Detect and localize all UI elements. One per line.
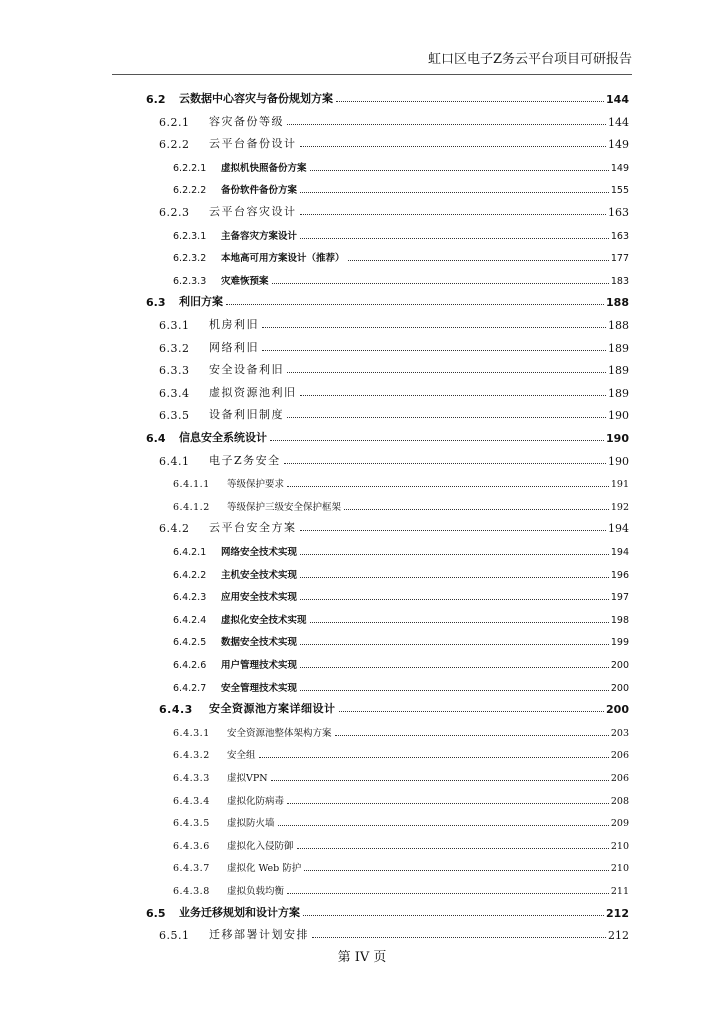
toc-entry[interactable] [146,287,629,309]
toc-entry[interactable] [173,717,629,739]
toc-entry-number: 6.4.2.5 [173,637,207,649]
toc-entry-title: 云数据中心容灾与备份规划方案 [179,92,333,105]
toc-dot-leader [339,710,605,712]
toc-entry[interactable] [173,242,629,264]
toc-dot-leader [300,666,609,668]
toc-dot-leader [270,439,604,441]
toc-entry-title: 虚拟负载均衡 [227,886,285,897]
toc-entry-number: 6.4.3.5 [173,818,210,830]
toc-entry-page: 209 [610,818,629,830]
toc-dot-leader [335,734,609,736]
toc-entry-number: 6.4.3.8 [173,886,210,897]
toc-entry-title: 容灾备份等级 [209,114,284,128]
toc-dot-leader [300,145,607,147]
toc-entry[interactable] [146,898,629,920]
toc-dot-leader [297,847,609,849]
toc-entry-number: 6.2.3.2 [173,253,207,265]
toc-entry-title: 机房利旧 [209,318,259,331]
toc-entry-page: 191 [610,479,629,491]
toc-entry-page: 163 [608,206,629,219]
toc-entry-title: 安全资源池方案详细设计 [209,702,336,716]
toc-entry-number: 6.2.3.3 [173,275,207,287]
toc-entry-title: 灾难恢预案 [221,275,269,287]
toc-entry[interactable] [173,220,629,242]
toc-entry[interactable] [173,604,629,626]
toc-entry-page: 189 [608,341,629,355]
toc-entry-title: 虚拟机快照备份方案 [221,162,307,174]
toc-entry[interactable] [159,694,629,716]
page-footer [0,946,724,965]
toc-entry-number: 6.3.3 [159,364,190,378]
toc-entry-number: 6.4.3.2 [173,750,210,762]
toc-dot-leader [262,326,606,328]
toc-entry-number: 6.4.1.1 [173,479,210,491]
toc-dot-leader [304,869,609,871]
toc-entry[interactable] [159,310,629,332]
toc-entry-title: 云平台容灾设计 [209,205,297,218]
toc-entry[interactable] [173,852,629,874]
toc-dot-leader [287,802,609,804]
toc-entry-title: 本地高可用方案设计（推荐） [221,253,345,265]
toc-entry-title: 网络安全技术实现 [221,547,298,558]
toc-entry-page: 189 [608,364,629,378]
toc-entry-title: 虚拟化安全技术实现 [221,614,307,626]
toc-entry-number: 6.4.2 [159,522,190,536]
toc-entry-number: 6.4.3 [159,703,193,717]
toc-entry[interactable] [146,423,629,445]
toc-entry[interactable] [173,649,629,671]
toc-entry-title: 安全资源池整体架构方案 [227,727,332,739]
toc-dot-leader [287,123,606,125]
toc-entry-number: 6.5.1 [159,929,190,943]
toc-entry[interactable] [173,265,629,287]
toc-entry-page: 200 [610,682,629,694]
toc-entry-title: 设备利旧制度 [209,408,284,422]
toc-dot-leader [300,191,609,193]
toc-dot-leader [287,371,606,373]
toc-entry-title: 电子Z务安全 [209,453,281,467]
toc-entry-number: 6.3.4 [159,386,190,400]
toc-entry-title: 主机安全技术实现 [221,569,298,581]
toc-entry-title: 信息安全系统设计 [179,431,267,444]
toc-dot-leader [272,282,609,284]
toc-dot-leader [312,936,606,938]
toc-entry-title: 用户管理技术实现 [221,660,298,671]
toc-entry-number: 6.4.3.7 [173,863,210,875]
toc-entry-page: 206 [610,773,629,784]
report-title: 虹口区电子Z务云平台项目可研报告 [427,52,632,67]
toc-entry[interactable] [173,672,629,694]
toc-dot-leader [300,643,609,645]
toc-entry-page: 144 [606,93,629,106]
toc-entry-page: 188 [606,296,629,310]
toc-entry-title: 应用安全技术实现 [221,592,298,604]
toc-entry[interactable] [173,152,629,174]
toc-dot-leader [278,824,609,826]
toc-entry-number: 6.2.3.1 [173,230,207,242]
toc-entry-title: 数据安全技术实现 [221,637,298,649]
toc-entry-number: 6.4.2.4 [173,614,207,626]
toc-entry-number: 6.4.3.4 [173,795,210,807]
toc-dot-leader [336,100,604,102]
toc-entry-number: 6.4.1.2 [173,501,210,513]
toc-dot-leader [300,237,609,239]
toc-dot-leader [287,892,609,894]
toc-entry[interactable] [159,355,629,377]
toc-dot-leader [300,394,607,396]
toc-entry-title: 备份软件备份方案 [221,185,298,197]
toc-entry-page: 188 [608,319,629,332]
toc-entry-page: 211 [610,886,629,897]
toc-entry[interactable] [159,197,629,219]
toc-entry-page: 183 [610,275,629,287]
toc-entry[interactable] [159,129,629,151]
toc-entry[interactable] [173,875,629,897]
toc-entry-page: 190 [608,454,629,468]
toc-entry-title: 虚拟化入侵防御 [227,840,294,852]
toc-dot-leader [262,349,606,351]
toc-entry[interactable] [173,559,629,581]
toc-entry-number: 6.4.3.6 [173,840,210,852]
toc-entry[interactable] [159,513,629,535]
toc-entry-page: 194 [608,522,629,536]
toc-entry-number: 6.4.1 [159,454,190,468]
toc-entry-page: 212 [606,906,629,920]
toc-entry-title: 云平台备份设计 [209,137,297,151]
toc-entry-page: 190 [606,432,629,445]
toc-dot-leader [300,598,609,600]
toc-entry-title: 虚拟防火墙 [227,818,275,830]
page-number-label: 第 IV 页 [337,950,387,965]
toc-dot-leader [310,621,609,623]
toc-entry-title: 迁移部署计划安排 [209,928,309,942]
toc-dot-leader [300,576,609,578]
toc-entry-number: 6.3.5 [159,409,190,423]
toc-entry[interactable] [173,174,629,196]
toc-entry[interactable] [159,446,629,468]
toc-entry-title: 虚拟化防病毒 [227,795,285,807]
toc-entry[interactable] [173,830,629,852]
toc-entry-title: 安全设备利旧 [209,363,284,377]
toc-entry-number: 6.4.2.1 [173,547,207,558]
toc-entry-page: 210 [610,840,629,852]
toc-entry-number: 6.2.2.2 [173,185,207,197]
toc-dot-leader [300,553,609,555]
toc-entry-number: 6.4.2.6 [173,660,207,671]
toc-entry[interactable] [173,807,629,829]
toc-entry[interactable] [159,378,629,400]
running-header [112,50,632,75]
toc-entry-page: 144 [608,115,629,129]
toc-entry-page: 177 [610,253,629,265]
toc-dot-leader [259,756,609,758]
toc-entry-title: 业务迁移规划和设计方案 [179,905,300,919]
toc-entry[interactable] [173,581,629,603]
toc-entry-title: 等级保护要求 [227,479,285,491]
toc-dot-leader [287,416,606,418]
toc-entry-number: 6.2.3 [159,206,190,219]
toc-entry[interactable] [173,739,629,761]
toc-entry[interactable] [173,626,629,648]
toc-entry[interactable] [173,491,629,513]
toc-entry-number: 6.4.2.2 [173,569,207,581]
toc-entry[interactable] [159,920,629,942]
toc-entry-number: 6.4.2.7 [173,682,207,694]
toc-entry-title: 虚拟化 Web 防护 [227,863,302,875]
toc-entry-title: 安全管理技术实现 [221,682,298,694]
toc-entry-page: 199 [610,637,629,649]
toc-dot-leader [287,485,609,487]
toc-entry-page: 149 [608,138,629,152]
toc-entry-page: 198 [610,614,629,626]
toc-entry-number: 6.5 [146,906,166,920]
toc-entry-title: 利旧方案 [179,295,223,309]
toc-entry[interactable] [173,468,629,490]
toc-dot-leader [310,169,609,171]
toc-entry-number: 6.3.1 [159,319,190,332]
toc-dot-leader [300,689,609,691]
toc-entry[interactable] [146,84,629,106]
toc-entry-title: 云平台安全方案 [209,521,297,535]
toc-entry[interactable] [159,333,629,355]
toc-entry-page: 155 [610,185,629,197]
toc-entry-number: 6.4.2.3 [173,592,207,604]
toc-entry[interactable] [159,107,629,129]
toc-entry-page: 200 [610,660,629,671]
toc-entry[interactable] [159,400,629,422]
toc-entry-page: 210 [610,863,629,875]
toc-entry-number: 6.4 [146,432,166,445]
toc-entry[interactable] [173,536,629,558]
toc-entry-number: 6.3.2 [159,341,190,355]
toc-entry-page: 163 [610,230,629,242]
toc-entry-page: 190 [608,409,629,423]
toc-entry-number: 6.4.3.1 [173,727,210,739]
toc-entry-page: 206 [610,750,629,762]
toc-entry-title: 虚拟VPN [227,773,268,784]
toc-entry-title: 虚拟资源池利旧 [209,385,297,399]
toc-dot-leader [226,303,604,305]
toc-dot-leader [303,914,604,916]
toc-entry-number: 6.4.3.3 [173,773,210,784]
toc-dot-leader [344,508,609,510]
toc-entry-page: 149 [610,162,629,174]
toc-entry-page: 203 [610,727,629,739]
toc-entry[interactable] [173,785,629,807]
toc-entry-title: 安全组 [227,750,256,762]
toc-dot-leader [348,259,609,261]
toc-entry-page: 192 [610,501,629,513]
toc-entry-title: 网络利旧 [209,340,259,354]
toc-entry-page: 208 [610,795,629,807]
toc-dot-leader [284,462,606,464]
toc-entry-page: 212 [608,929,629,943]
toc-entry-number: 6.2 [146,93,166,106]
toc-dot-leader [300,213,607,215]
toc-entry-page: 196 [610,569,629,581]
toc-entry-page: 189 [608,386,629,400]
toc-entry[interactable] [173,762,629,784]
toc-entry-page: 194 [610,547,629,558]
toc-entry-title: 主备容灾方案设计 [221,230,298,242]
toc-entry-number: 6.2.2 [159,138,190,152]
toc-entry-number: 6.3 [146,296,166,310]
toc-entry-page: 200 [606,703,629,717]
toc-dot-leader [271,779,609,781]
toc-entry-number: 6.2.1 [159,115,190,129]
toc-entry-number: 6.2.2.1 [173,162,207,174]
toc-dot-leader [300,529,607,531]
toc-entry-title: 等级保护三级安全保护框架 [227,501,342,513]
toc-entry-page: 197 [610,592,629,604]
